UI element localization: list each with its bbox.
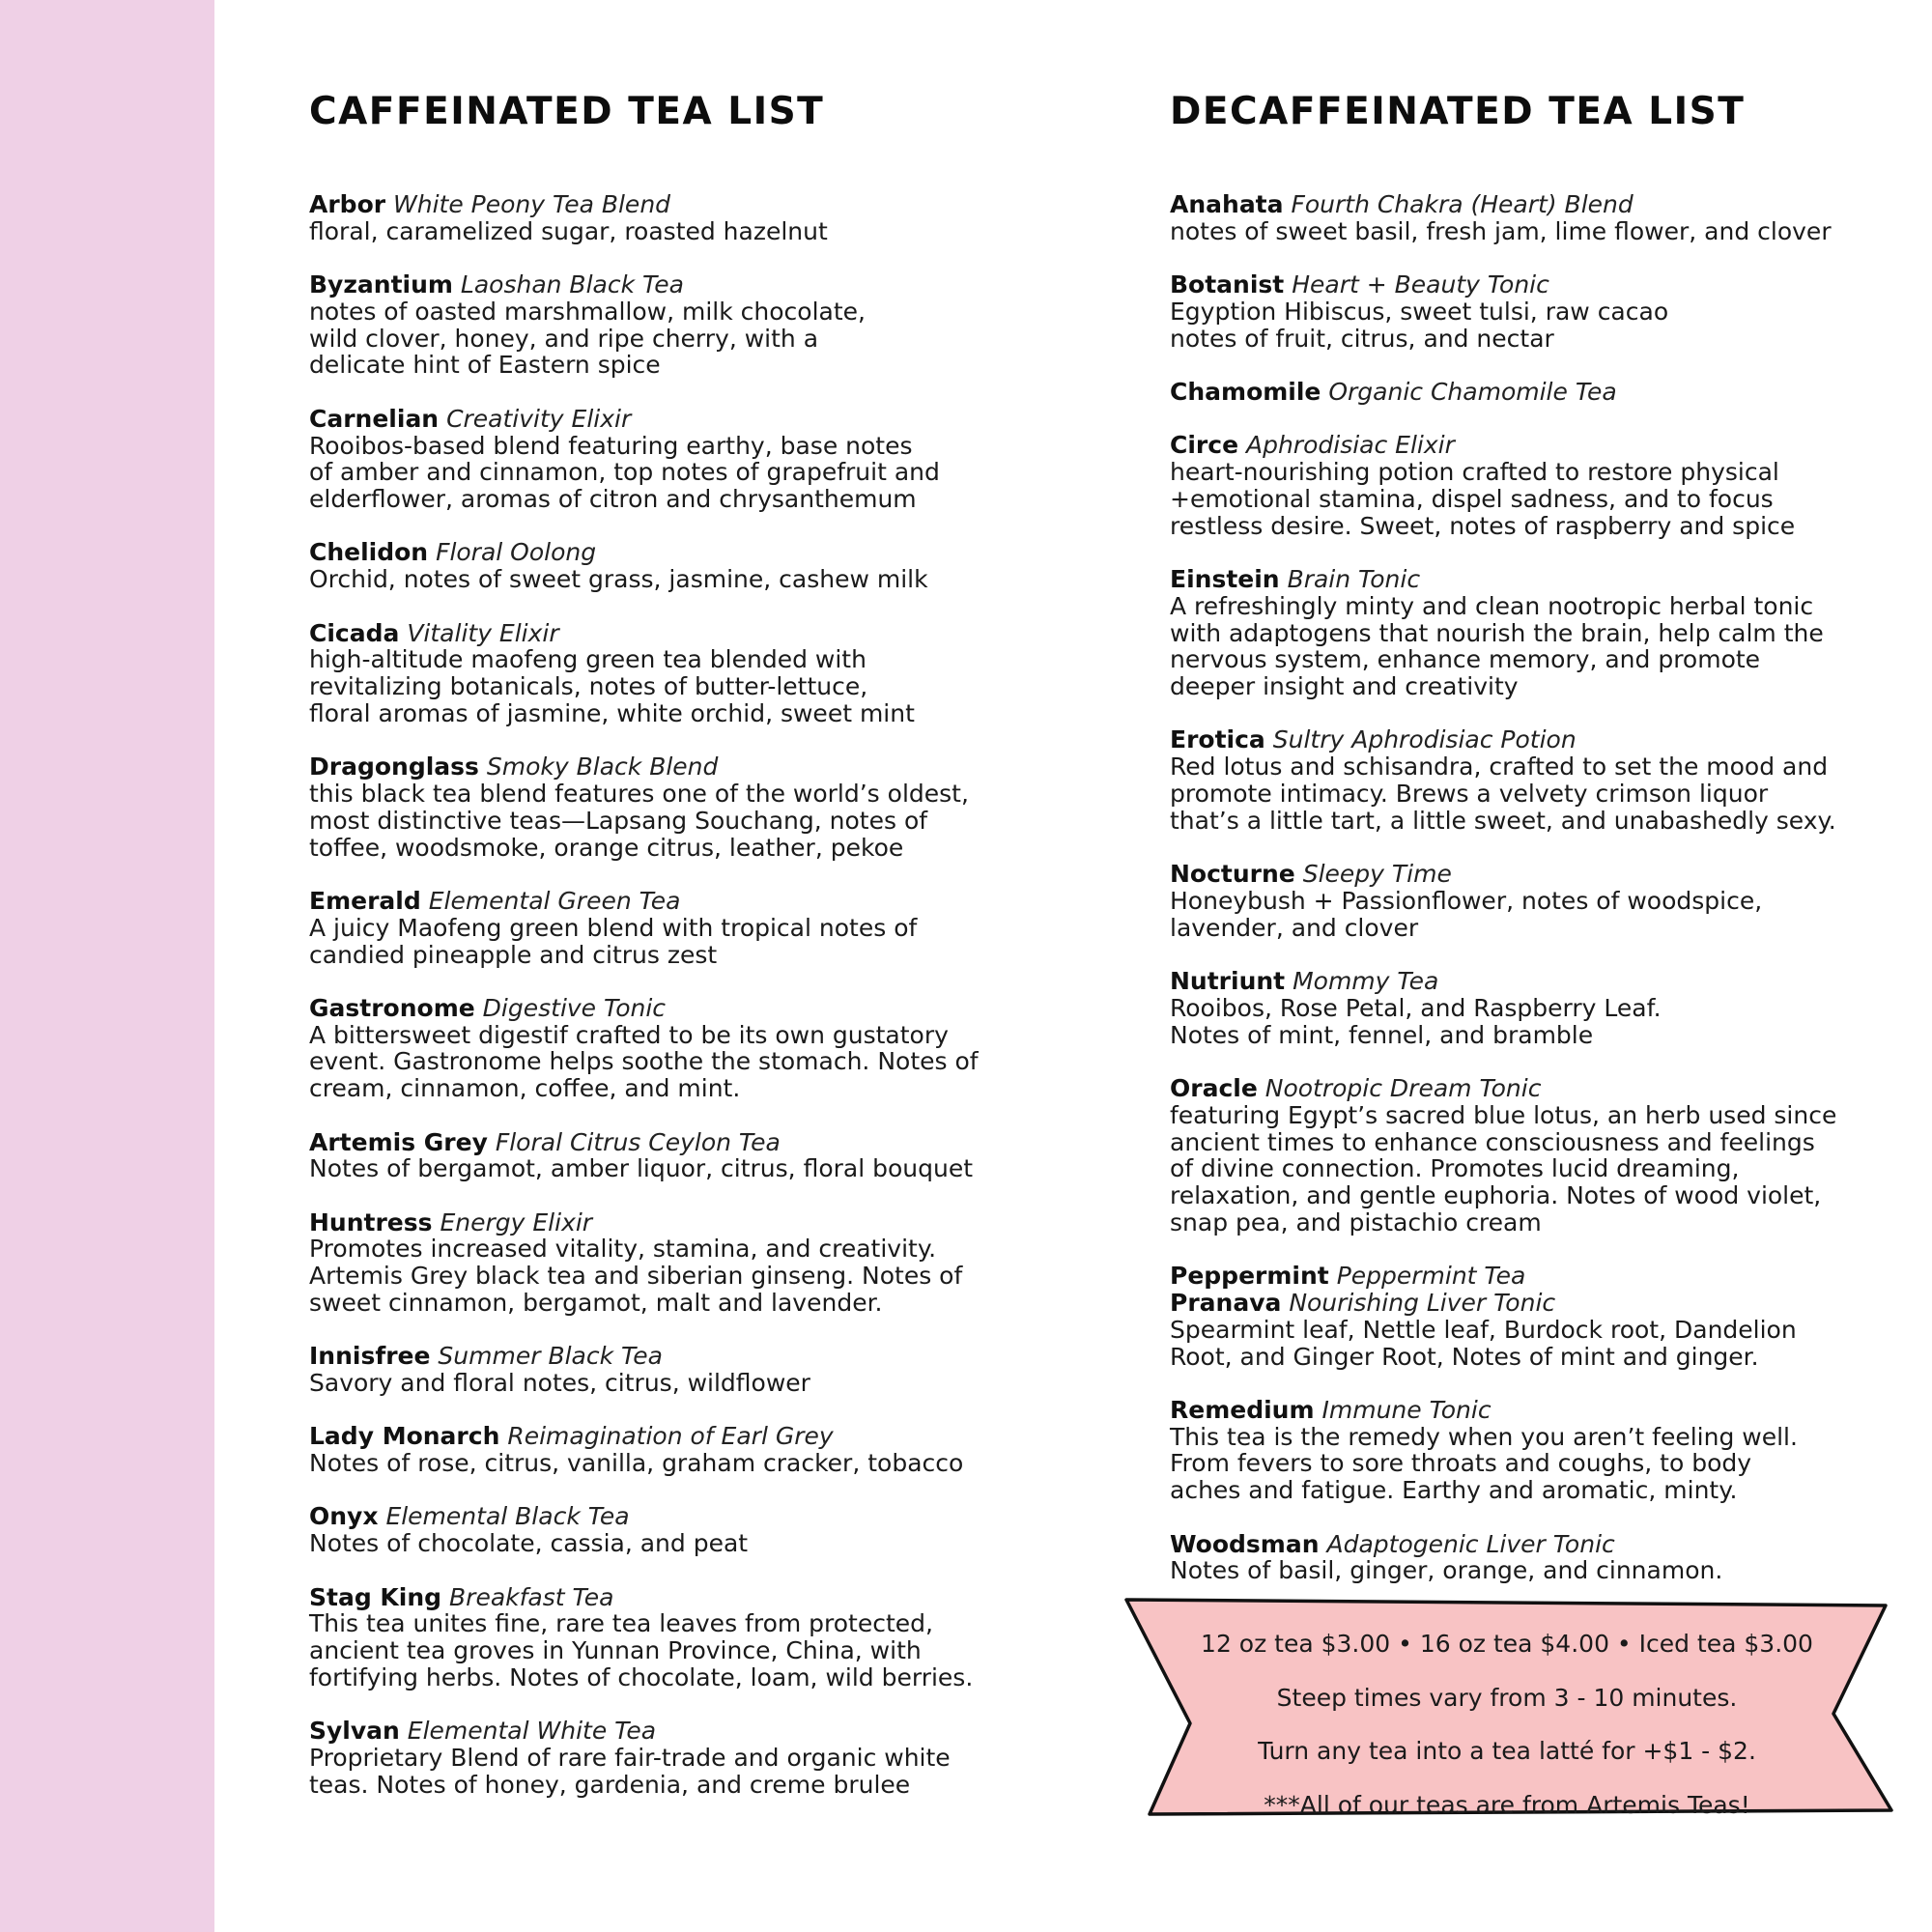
tea-notes: Notes of rose, citrus, vanilla, graham cracker, tobacco — [309, 1449, 964, 1478]
tea-subtitle: Heart + Beauty Tonic — [1292, 270, 1549, 299]
tea-heading — [1170, 432, 1923, 459]
tea-entry-onyx — [309, 1503, 1043, 1557]
tea-notes: Notes of bergamot, amber liquor, citrus, floral bouquet — [309, 1154, 974, 1183]
caffeinated-list-title: CAFFEINATED TEA LIST — [309, 90, 825, 133]
tea-subtitle: Brain Tonic — [1287, 564, 1421, 593]
tea-notes: This tea is the remedy when you aren’t feeling well. From fevers to sore throats and coughs, to body aches and fatigue. Earthy and aromatic, minty. — [1170, 1422, 1798, 1505]
tea-notes: Egyption Hibiscus, sweet tulsi, raw cacao notes of fruit, citrus, and nectar — [1170, 297, 1669, 353]
tea-heading — [1170, 861, 1923, 888]
source-line: ***All of our teas are from Artemis Teas! — [1264, 1790, 1750, 1819]
tea-subtitle: Energy Elixir — [440, 1208, 593, 1236]
tea-subtitle: Immune Tonic — [1321, 1395, 1492, 1424]
tea-subtitle: Nootropic Dream Tonic — [1264, 1073, 1542, 1102]
tea-entry-artemis-grey — [309, 1129, 1043, 1183]
tea-entry-byzantium — [309, 271, 1043, 379]
tea-heading — [309, 539, 1043, 566]
tea-notes: Rooibos-based blend featuring earthy, base notes of amber and cinnamon, top notes of grapefruit and elderflower, aromas of citron and chrysanthemum — [309, 431, 940, 514]
tea-entry-erotica — [1170, 726, 1923, 834]
tea-subtitle: Nourishing Liver Tonic — [1289, 1289, 1556, 1317]
tea-heading — [1170, 379, 1923, 406]
tea-name: Onyx — [309, 1502, 379, 1531]
tea-notes: high-altitude maofeng green tea blended with revitalizing botanicals, notes of butter-lettuce, floral aromas of jasmine, white orchid, sweet mint — [309, 645, 915, 727]
tea-subtitle: Creativity Elixir — [446, 404, 632, 433]
tea-notes: this black tea blend features one of the world’s oldest, most distinctive teas—Lapsang Souchang, notes of toffee, woodsmoke, orange citrus, leather, pekoe — [309, 780, 969, 862]
banner-text — [1121, 1623, 1893, 1837]
tea-heading — [309, 1718, 1043, 1745]
tea-entry-chamomile — [1170, 379, 1923, 406]
tea-subtitle: Elemental White Tea — [407, 1717, 657, 1746]
tea-notes: floral, caramelized sugar, roasted hazelnut — [309, 216, 828, 245]
tea-subtitle: Summer Black Tea — [438, 1342, 663, 1371]
tea-heading — [309, 753, 1043, 781]
pricing-banner — [1121, 1594, 1893, 1821]
tea-subtitle: Floral Oolong — [436, 538, 597, 567]
tea-heading — [1170, 968, 1923, 995]
side-color-strip — [0, 0, 214, 1932]
tea-subtitle: Peppermint Tea — [1336, 1262, 1526, 1291]
tea-heading — [1170, 191, 1923, 218]
decaffeinated-tea-list — [1170, 91, 1923, 1611]
tea-heading — [309, 620, 1043, 647]
tea-subtitle: White Peony Tea Blend — [393, 190, 671, 218]
tea-heading — [1170, 1075, 1923, 1102]
tea-heading — [309, 1503, 1043, 1530]
tea-name: Lady Monarch — [309, 1422, 500, 1451]
tea-entry-sylvan — [309, 1718, 1043, 1798]
tea-name: Einstein — [1170, 564, 1280, 593]
tea-name: Gastronome — [309, 993, 475, 1022]
tea-subtitle: Reimagination of Earl Grey — [507, 1422, 834, 1451]
tea-heading — [1170, 726, 1923, 753]
tea-name: Innisfree — [309, 1342, 431, 1371]
tea-notes: Savory and floral notes, citrus, wildflower — [309, 1369, 810, 1398]
tea-entry-carnelian — [309, 406, 1043, 513]
steep-time-line: Steep times vary from 3 - 10 minutes. — [1276, 1683, 1738, 1712]
tea-entry-woodsman — [1170, 1531, 1923, 1585]
tea-name: Nocturne — [1170, 860, 1295, 889]
tea-entry-innisfree — [309, 1343, 1043, 1397]
tea-name: Emerald — [309, 886, 421, 915]
tea-entry-oracle — [1170, 1075, 1923, 1236]
tea-heading — [309, 995, 1043, 1022]
tea-name: Carnelian — [309, 404, 440, 433]
tea-name: Arbor — [309, 190, 386, 218]
tea-notes: Proprietary Blend of rare fair-trade and organic white teas. Notes of honey, gardenia, and creme brulee — [309, 1744, 951, 1799]
tea-subtitle: Digestive Tonic — [482, 993, 667, 1022]
tea-notes: Notes of basil, ginger, orange, and cinnamon. — [1170, 1556, 1723, 1585]
tea-name: Artemis Grey — [309, 1127, 488, 1156]
tea-name: Oracle — [1170, 1073, 1258, 1102]
tea-notes: Notes of chocolate, cassia, and peat — [309, 1529, 749, 1558]
tea-subtitle: Adaptogenic Liver Tonic — [1326, 1529, 1615, 1558]
latte-line: Turn any tea into a tea latté for +$1 - $2. — [1258, 1737, 1756, 1765]
tea-subtitle: Sultry Aphrodisiac Potion — [1272, 725, 1577, 754]
caffeinated-tea-list — [309, 91, 1043, 1825]
tea-notes: Orchid, notes of sweet grass, jasmine, cashew milk — [309, 565, 928, 594]
tea-entry-circe — [1170, 432, 1923, 539]
tea-heading — [1170, 271, 1923, 298]
tea-entry-nocturne — [1170, 861, 1923, 941]
tea-heading — [309, 1584, 1043, 1611]
tea-subtitle: Aphrodisiac Elixir — [1245, 431, 1455, 460]
tea-notes: This tea unites fine, rare tea leaves from protected, ancient tea groves in Yunnan Province, China, with fortifying herbs. Notes of chocolate, loam, wild berries. — [309, 1609, 974, 1691]
tea-entry-chelidon — [309, 539, 1043, 593]
tea-entry-peppermint — [1170, 1263, 1923, 1290]
tea-subtitle: Sleepy Time — [1302, 860, 1452, 889]
tea-heading — [309, 888, 1043, 915]
tea-heading — [1170, 1290, 1923, 1317]
caffeinated-items — [309, 191, 1043, 1799]
tea-entry-botanist — [1170, 271, 1923, 352]
tea-heading — [1170, 1263, 1923, 1290]
tea-entry-stag-king — [309, 1584, 1043, 1691]
tea-name: Cicada — [309, 618, 400, 647]
tea-notes: Rooibos, Rose Petal, and Raspberry Leaf. Notes of mint, fennel, and bramble — [1170, 993, 1662, 1049]
tea-notes: A juicy Maofeng green blend with tropical notes of candied pineapple and citrus zest — [309, 913, 918, 969]
tea-entry-nutriunt — [1170, 968, 1923, 1048]
tea-subtitle: Organic Chamomile Tea — [1328, 377, 1617, 406]
tea-name: Peppermint — [1170, 1262, 1329, 1291]
tea-entry-arbor — [309, 191, 1043, 245]
tea-notes: heart-nourishing potion crafted to restore physical +emotional stamina, dispel sadness, and to focus restless desire. Sweet, notes of raspberry and spice — [1170, 458, 1796, 540]
tea-heading — [1170, 1397, 1923, 1424]
tea-notes: notes of sweet basil, fresh jam, lime flower, and clover — [1170, 216, 1832, 245]
tea-entry-huntress — [309, 1209, 1043, 1317]
tea-name: Nutriunt — [1170, 967, 1286, 996]
tea-name: Huntress — [309, 1208, 433, 1236]
tea-name: Chelidon — [309, 538, 429, 567]
tea-notes: A bittersweet digestif crafted to be its own gustatory event. Gastronome helps soothe the stomach. Notes of cream, cinnamon, coffee, and mint. — [309, 1020, 979, 1103]
decaffeinated-items — [1170, 191, 1923, 1584]
tea-subtitle: Laoshan Black Tea — [460, 270, 684, 299]
price-line: 12 oz tea $3.00 • 16 oz tea $4.00 • Iced tea $3.00 — [1201, 1630, 1813, 1658]
tea-notes: Spearmint leaf, Nettle leaf, Burdock root, Dandelion Root, and Ginger Root, Notes of mint and ginger. — [1170, 1315, 1797, 1371]
tea-name: Erotica — [1170, 725, 1265, 754]
tea-name: Dragonglass — [309, 753, 479, 781]
tea-name: Stag King — [309, 1582, 442, 1611]
tea-notes: notes of oasted marshmallow, milk chocolate, wild clover, honey, and ripe cherry, with a delicate hint of Eastern spice — [309, 297, 866, 380]
tea-name: Sylvan — [309, 1717, 400, 1746]
tea-subtitle: Vitality Elixir — [407, 618, 559, 647]
tea-entry-gastronome — [309, 995, 1043, 1102]
tea-entry-einstein — [1170, 566, 1923, 700]
tea-name: Circe — [1170, 431, 1239, 460]
tea-heading — [309, 1209, 1043, 1236]
tea-name: Pranava — [1170, 1289, 1282, 1317]
tea-subtitle: Floral Citrus Ceylon Tea — [495, 1127, 781, 1156]
tea-name: Woodsman — [1170, 1529, 1320, 1558]
tea-notes: Red lotus and schisandra, crafted to set the mood and promote intimacy. Brews a velvety crimson liquor that’s a little tart, a little sweet, and unabashedly sexy. — [1170, 753, 1836, 835]
tea-subtitle: Elemental Green Tea — [428, 886, 681, 915]
tea-entry-lady-monarch — [309, 1423, 1043, 1477]
tea-entry-pranava — [1170, 1290, 1923, 1370]
tea-entry-cicada — [309, 620, 1043, 727]
tea-heading — [1170, 1531, 1923, 1558]
tea-subtitle: Elemental Black Tea — [385, 1502, 630, 1531]
tea-name: Anahata — [1170, 190, 1284, 218]
tea-entry-dragonglass — [309, 753, 1043, 861]
tea-heading — [309, 1423, 1043, 1450]
decaffeinated-list-title: DECAFFEINATED TEA LIST — [1170, 90, 1746, 133]
tea-name: Byzantium — [309, 270, 453, 299]
tea-heading — [309, 1129, 1043, 1156]
tea-entry-emerald — [309, 888, 1043, 968]
tea-heading — [1170, 566, 1923, 593]
tea-entry-anahata — [1170, 191, 1923, 245]
tea-name: Remedium — [1170, 1395, 1315, 1424]
tea-entry-remedium — [1170, 1397, 1923, 1504]
tea-notes: Honeybush + Passionflower, notes of woodspice, lavender, and clover — [1170, 886, 1763, 942]
tea-notes: featuring Egypt’s sacred blue lotus, an herb used since ancient times to enhance consciousness and feelings of divine connection. Promotes lucid dreaming, relaxation, and gentle euphoria. Notes of wood violet, snap pea, and pistachio cream — [1170, 1100, 1837, 1236]
tea-notes: Promotes increased vitality, stamina, and creativity. Artemis Grey black tea and siberian ginseng. Notes of sweet cinnamon, bergamot, malt and lavender. — [309, 1235, 963, 1317]
tea-subtitle: Mommy Tea — [1293, 967, 1439, 996]
tea-heading — [309, 1343, 1043, 1370]
tea-notes: A refreshingly minty and clean nootropic herbal tonic with adaptogens that nourish the brain, help calm the nervous system, enhance memory, and promote deeper insight and creativity — [1170, 591, 1824, 701]
tea-subtitle: Breakfast Tea — [449, 1582, 614, 1611]
tea-name: Botanist — [1170, 270, 1285, 299]
tea-heading — [309, 191, 1043, 218]
tea-name: Chamomile — [1170, 377, 1321, 406]
tea-heading — [309, 271, 1043, 298]
tea-subtitle: Smoky Black Blend — [486, 753, 719, 781]
tea-heading — [309, 406, 1043, 433]
tea-subtitle: Fourth Chakra (Heart) Blend — [1291, 190, 1634, 218]
